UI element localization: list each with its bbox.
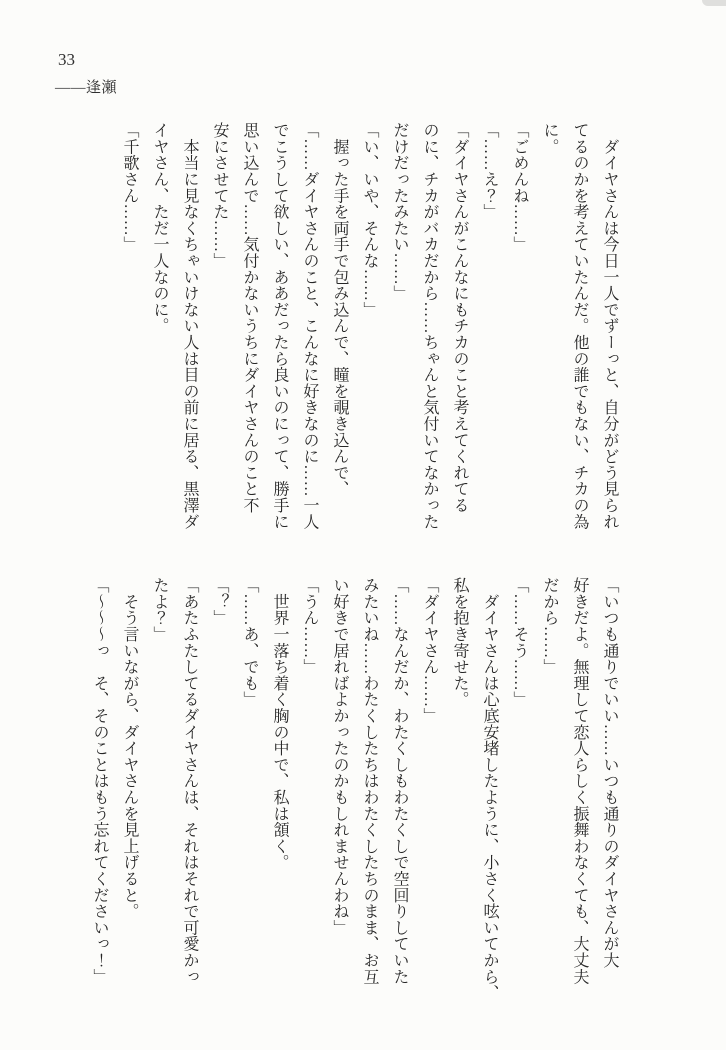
text-column: イヤさん、ただ一人なのに。 (151, 122, 168, 334)
text-column: に。 (541, 122, 558, 155)
text-column: 思い込んで……気付かないうちにダイヤさんのこと不 (241, 122, 258, 514)
text-column: そう言いながら、ダイヤさんを見上げると。 (121, 577, 138, 920)
text-block-top (114, 122, 624, 562)
text-column: 「ダイヤさん……」 (421, 577, 438, 724)
text-column: 私を抱き寄せた。 (451, 577, 468, 708)
text-column: 「あたふたしてるダイヤさんは、それはそれで可愛かっ (181, 577, 198, 985)
text-column: のに、チカがバカだから……ちゃんと気付いてなかった (421, 122, 438, 530)
text-column: だけだったみたい……」 (391, 122, 408, 302)
text-column: 「い、いや、そんな……」 (361, 122, 378, 318)
page-number: 33 (58, 50, 75, 69)
text-column: ダイヤさんは今日一人でずーっと、自分がどう見られ (601, 122, 618, 530)
text-column: 「～～～っ そ、そのことはもう忘れてくださいっ！」 (91, 577, 108, 985)
text-column: 「？」 (211, 577, 228, 626)
text-column: 「ダイヤさんがこんなにもチカのこと考えてくれてる (451, 122, 468, 514)
text-column: 好きだよ。無理して恋人らしく振舞わなくても、大丈夫 (571, 577, 588, 985)
text-column: 握った手を両手で包み込んで、瞳を覗き込んで、 (331, 122, 348, 497)
text-column: 「……ダイヤさんのこと、こんなに好きなのに……一人 (301, 122, 318, 530)
text-column: 安にさせてた……」 (211, 122, 228, 269)
text-column: 「……そう……」 (511, 577, 528, 708)
text-column: 「ごめんね……」 (511, 122, 528, 253)
text-column: 本当に見なくちゃいけない人は目の前に居る、黒澤ダ (181, 122, 198, 530)
text-column: みたいね……わたくしたちはわたくしたちのまま、お互 (361, 577, 378, 985)
text-column: 世界一落ち着く胸の中で、私は頷く。 (271, 577, 288, 871)
text-column: てるのかを考えていたんだ。他の誰でもない、チカの為 (571, 122, 588, 530)
text-column: 「……あ、でも」 (241, 577, 258, 708)
text-column: ダイヤさんは心底安堵したように、小さく呟いてから、 (481, 577, 498, 1001)
text-column: 「いつも通りでいい……いつも通りのダイヤさんが大 (601, 577, 618, 969)
text-column: 「千歌さん……」 (121, 122, 138, 253)
text-column: 「うん……」 (301, 577, 318, 675)
text-column: 「……なんだか、わたくしもわたくしで空回りしていた (391, 577, 408, 985)
text-column: たよ？」 (151, 577, 168, 643)
scan-smudge (702, 0, 726, 6)
text-column: 「……え？」 (481, 122, 498, 220)
running-header: ――逢瀬 (55, 80, 118, 96)
text-column: だから……」 (541, 577, 558, 675)
text-column: でこうして欲しい、ああだったら良いのにって、勝手に (271, 122, 288, 530)
text-column: い好きで居ればよかったのかもしれませんわね」 (331, 577, 348, 936)
text-block-bottom (84, 577, 624, 1017)
